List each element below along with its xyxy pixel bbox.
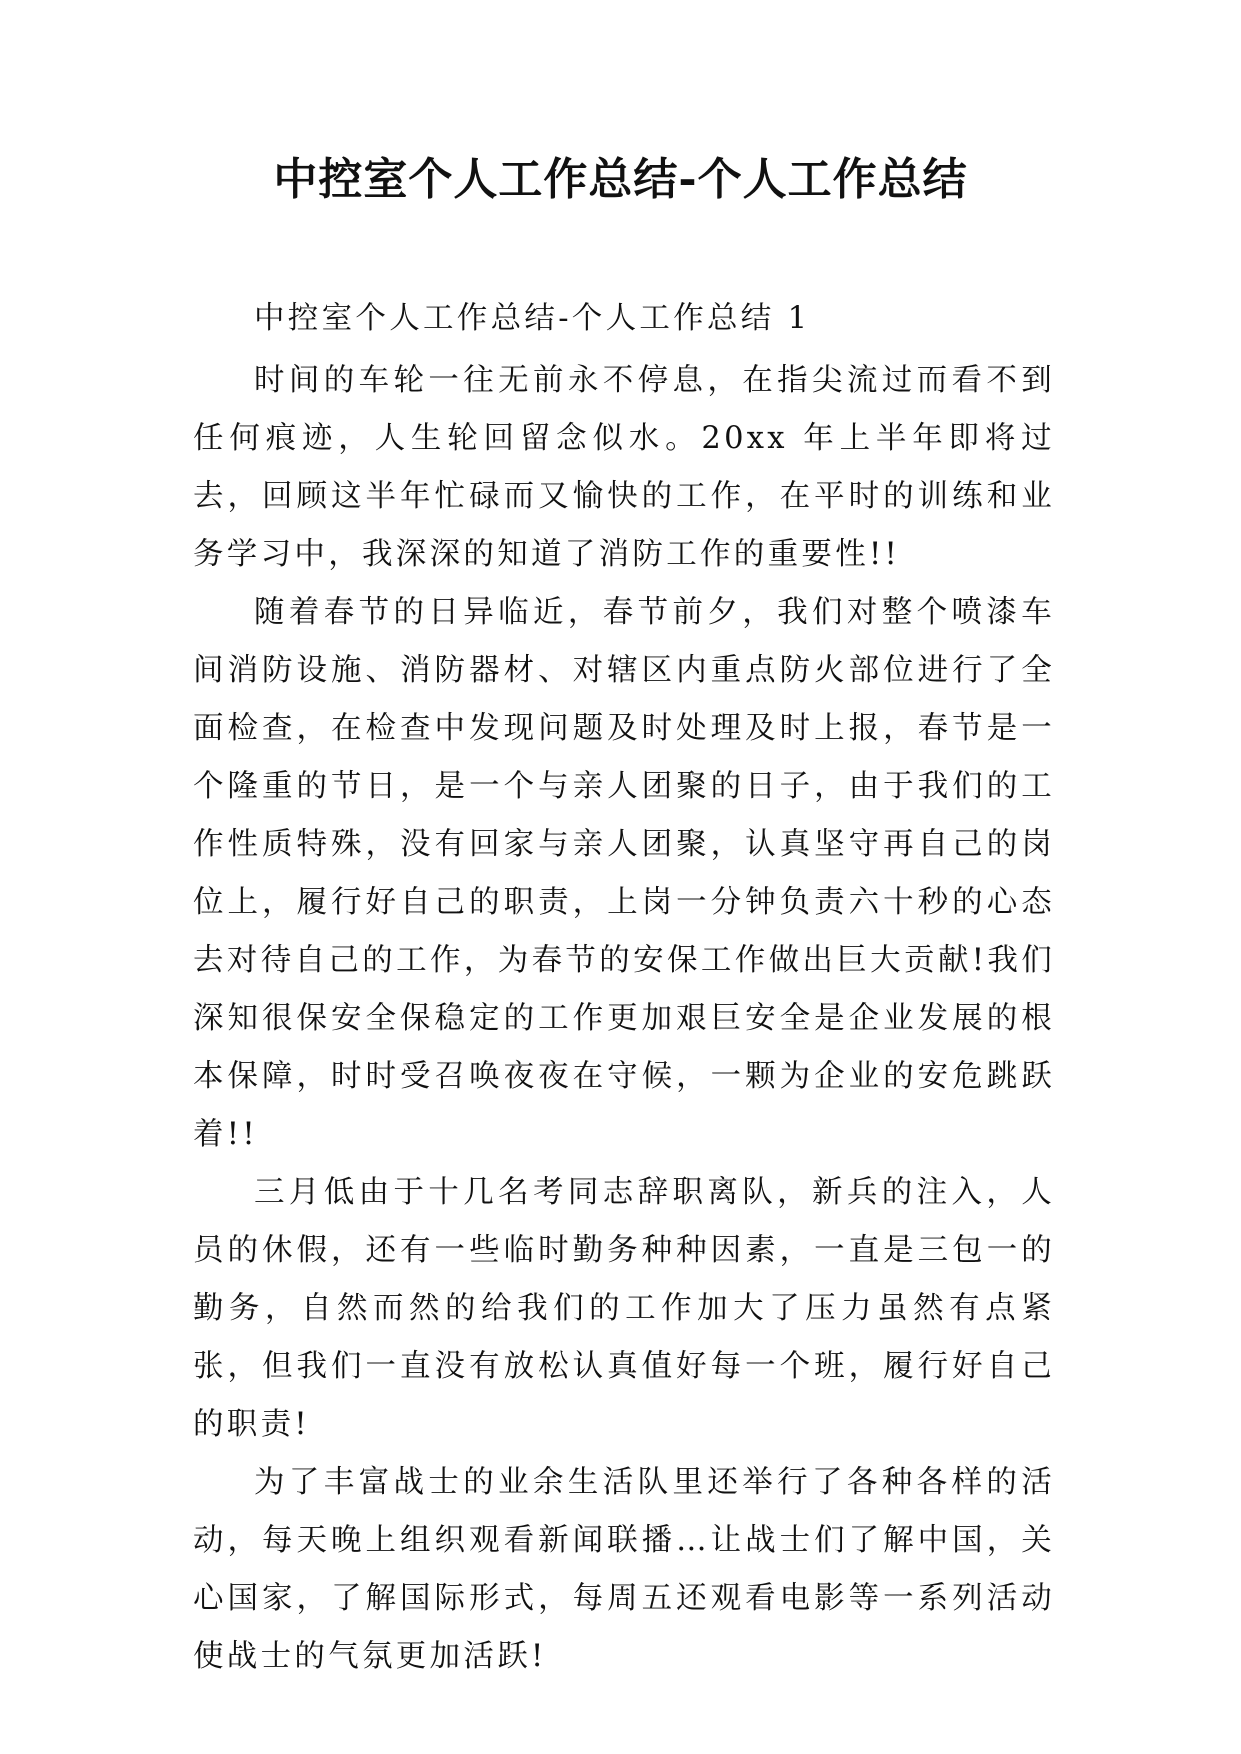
paragraph-spring-festival: 随着春节的日异临近，春节前夕，我们对整个喷漆车间消防设施、消防器材、对辖区内重点防火部位进行了全面检查，在检查中发现问题及时处理及时上报，春节是一个隆重的节日，是一个与亲人团聚的日子，由于我们的工作性质特殊，没有回家与亲人团聚，认真坚守再自己的岗位上，履行好自己的职责，上岗一分钟负责六十秒的心态去对待自己的工作，为春节的安保工作做出巨大贡献!我们深知很保安全保稳定的工作更加艰巨安全是企业发展的根本保障，时时受召唤夜夜在守候，一颗为企业的安危跳跃着!! — [193, 595, 1055, 1152]
section-heading: 中控室个人工作总结-个人工作总结 1 — [254, 301, 811, 336]
document-body — [193, 290, 1055, 1686]
paragraph-march-duty: 三月低由于十几名考同志辞职离队，新兵的注入，人员的休假，还有一些临时勤务种种因素，一直是三包一的勤务，自然而然的给我们的工作加大了压力虽然有点紧张，但我们一直没有放松认真值好每一个班，履行好自己的职责! — [193, 1175, 1055, 1442]
document-title: 中控室个人工作总结-个人工作总结 — [273, 154, 968, 205]
paragraph-activities: 为了丰富战士的业余生活队里还举行了各种各样的活动，每天晚上组织观看新闻联播…让战士们了解中国，关心国家，了解国际形式，每周五还观看电影等一系列活动使战士的气氛更加活跃! — [193, 1465, 1055, 1674]
paragraph-intro: 时间的车轮一往无前永不停息，在指尖流过而看不到任何痕迹，人生轮回留念似水。20xx 年上半年即将过去，回顾这半年忙碌而又愉快的工作，在平时的训练和业务学习中，我深深的知道了消防工作的重要性!! — [193, 363, 1055, 572]
